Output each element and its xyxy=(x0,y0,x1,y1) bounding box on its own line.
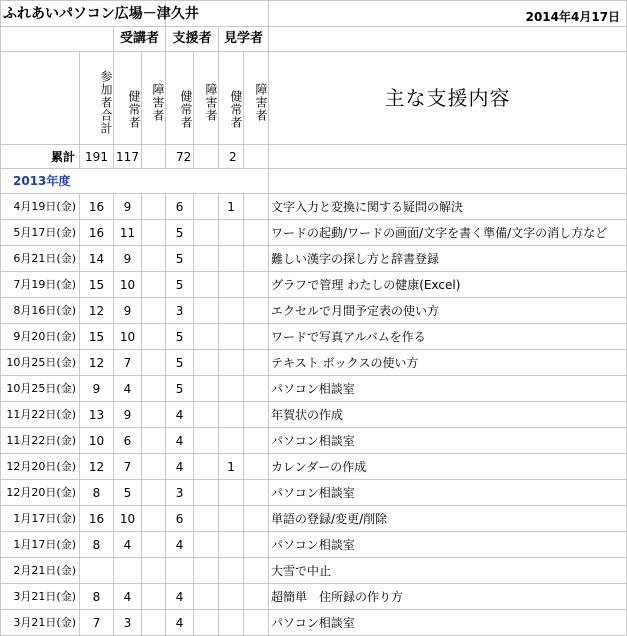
row-observers-healthy xyxy=(219,220,244,246)
group-students: 受講者 xyxy=(114,27,166,52)
row-supporters-disabled xyxy=(194,506,219,532)
fiscal-year-content-blank xyxy=(269,169,627,194)
table-row xyxy=(1,506,627,532)
row-students-healthy: 10 xyxy=(114,506,142,532)
row-observers-healthy xyxy=(219,558,244,584)
header-observers-healthy xyxy=(219,52,244,145)
totals-content-blank xyxy=(269,145,627,169)
fiscal-year-label: 2013年度 xyxy=(1,169,269,194)
row-supporters-disabled xyxy=(194,298,219,324)
row-content: 単語の登録/変更/削除 xyxy=(269,506,627,532)
row-supporters-healthy: 5 xyxy=(166,246,194,272)
row-date: 11月22日(金) xyxy=(1,402,80,428)
row-supporters-disabled xyxy=(194,220,219,246)
header-students-disabled-text: 障害者 xyxy=(151,82,166,122)
header-supporters-disabled xyxy=(194,52,219,145)
row-supporters-disabled xyxy=(194,532,219,558)
row-supporters-disabled xyxy=(194,584,219,610)
row-observers-healthy xyxy=(219,324,244,350)
row-observers-disabled xyxy=(244,324,269,350)
row-supporters-healthy: 5 xyxy=(166,220,194,246)
totals-row xyxy=(1,145,627,169)
table-row xyxy=(1,610,627,636)
row-observers-healthy: 1 xyxy=(219,454,244,480)
table-row xyxy=(1,454,627,480)
row-students-healthy: 9 xyxy=(114,194,142,220)
row-students-disabled xyxy=(142,584,166,610)
row-students-disabled xyxy=(142,376,166,402)
row-content: パソコン相談室 xyxy=(269,376,627,402)
group-header-row xyxy=(1,27,627,52)
totals-students-disabled xyxy=(142,145,166,169)
row-students-disabled xyxy=(142,610,166,636)
row-content: パソコン相談室 xyxy=(269,610,627,636)
header-main-content: 主な支援内容 xyxy=(269,52,627,145)
row-students-healthy: 4 xyxy=(114,584,142,610)
row-students-healthy: 10 xyxy=(114,272,142,298)
row-observers-disabled xyxy=(244,480,269,506)
row-students-healthy: 5 xyxy=(114,480,142,506)
row-content: 大雪で中止 xyxy=(269,558,627,584)
row-date: 6月21日(金) xyxy=(1,246,80,272)
header-students-healthy-text: 健常者 xyxy=(127,89,141,129)
row-supporters-healthy: 6 xyxy=(166,194,194,220)
table-row xyxy=(1,402,627,428)
row-date: 5月17日(金) xyxy=(1,220,80,246)
row-supporters-disabled xyxy=(194,194,219,220)
row-students-disabled xyxy=(142,428,166,454)
row-total: 13 xyxy=(80,402,114,428)
row-content: グラフで管理 わたしの健康(Excel) xyxy=(269,272,627,298)
row-students-disabled xyxy=(142,480,166,506)
row-supporters-disabled xyxy=(194,350,219,376)
row-total: 9 xyxy=(80,376,114,402)
row-supporters-healthy xyxy=(166,558,194,584)
header-observers-disabled-text: 障害者 xyxy=(254,82,269,122)
row-students-disabled xyxy=(142,220,166,246)
table-row xyxy=(1,272,627,298)
row-students-disabled xyxy=(142,324,166,350)
row-total: 8 xyxy=(80,584,114,610)
row-observers-disabled xyxy=(244,350,269,376)
row-total: 15 xyxy=(80,324,114,350)
row-supporters-disabled xyxy=(194,324,219,350)
table-row xyxy=(1,532,627,558)
row-students-healthy: 9 xyxy=(114,402,142,428)
row-content: カレンダーの作成 xyxy=(269,454,627,480)
row-supporters-healthy: 5 xyxy=(166,376,194,402)
row-observers-disabled xyxy=(244,376,269,402)
row-students-healthy xyxy=(114,558,142,584)
row-students-disabled xyxy=(142,194,166,220)
row-content: パソコン相談室 xyxy=(269,532,627,558)
group-header-blank xyxy=(1,27,114,52)
row-content: エクセルで月間予定表の使い方 xyxy=(269,298,627,324)
group-header-right-blank xyxy=(269,27,627,52)
row-observers-disabled xyxy=(244,558,269,584)
row-observers-disabled xyxy=(244,246,269,272)
row-students-healthy: 10 xyxy=(114,324,142,350)
table-row xyxy=(1,428,627,454)
table-row xyxy=(1,376,627,402)
row-students-disabled xyxy=(142,506,166,532)
table-row xyxy=(1,194,627,220)
row-observers-disabled xyxy=(244,506,269,532)
report-date: 2014年4月17日 xyxy=(269,1,627,27)
row-observers-healthy xyxy=(219,350,244,376)
row-students-healthy: 4 xyxy=(114,376,142,402)
row-supporters-healthy: 4 xyxy=(166,532,194,558)
row-date: 2月21日(金) xyxy=(1,558,80,584)
row-total: 12 xyxy=(80,298,114,324)
header-supporters-healthy-text: 健常者 xyxy=(179,89,194,129)
table-row xyxy=(1,246,627,272)
row-date: 12月20日(金) xyxy=(1,454,80,480)
row-students-disabled xyxy=(142,350,166,376)
row-total: 8 xyxy=(80,480,114,506)
row-students-healthy: 9 xyxy=(114,298,142,324)
row-observers-healthy xyxy=(219,532,244,558)
row-observers-healthy xyxy=(219,402,244,428)
totals-total: 191 xyxy=(80,145,114,169)
table-row xyxy=(1,480,627,506)
table-row xyxy=(1,298,627,324)
row-date: 10月25日(金) xyxy=(1,350,80,376)
row-date: 8月16日(金) xyxy=(1,298,80,324)
row-students-disabled xyxy=(142,298,166,324)
row-date: 1月17日(金) xyxy=(1,532,80,558)
row-total: 10 xyxy=(80,428,114,454)
table-row xyxy=(1,220,627,246)
row-students-disabled xyxy=(142,532,166,558)
row-content: 超簡単 住所録の作り方 xyxy=(269,584,627,610)
row-supporters-healthy: 5 xyxy=(166,324,194,350)
row-total: 12 xyxy=(80,454,114,480)
row-observers-healthy xyxy=(219,428,244,454)
row-students-disabled xyxy=(142,402,166,428)
row-supporters-healthy: 4 xyxy=(166,428,194,454)
row-students-healthy: 4 xyxy=(114,532,142,558)
row-total xyxy=(80,558,114,584)
row-supporters-healthy: 3 xyxy=(166,480,194,506)
group-supporters: 支援者 xyxy=(166,27,219,52)
column-header-blank xyxy=(1,52,80,145)
row-date: 1月17日(金) xyxy=(1,506,80,532)
totals-observers-disabled xyxy=(244,145,269,169)
row-observers-healthy xyxy=(219,584,244,610)
row-students-healthy: 9 xyxy=(114,246,142,272)
row-observers-disabled xyxy=(244,454,269,480)
row-date: 3月21日(金) xyxy=(1,610,80,636)
header-supporters-healthy xyxy=(166,52,194,145)
row-date: 3月21日(金) xyxy=(1,584,80,610)
row-supporters-disabled xyxy=(194,272,219,298)
row-students-healthy: 6 xyxy=(114,428,142,454)
row-observers-healthy xyxy=(219,246,244,272)
row-observers-disabled xyxy=(244,532,269,558)
table-row xyxy=(1,324,627,350)
header-total-participants-text: 参加者合計 xyxy=(99,69,113,135)
row-students-healthy: 7 xyxy=(114,350,142,376)
row-observers-disabled xyxy=(244,402,269,428)
row-supporters-healthy: 5 xyxy=(166,272,194,298)
table-row xyxy=(1,558,627,584)
row-content: 年賀状の作成 xyxy=(269,402,627,428)
header-total-participants xyxy=(80,52,114,145)
row-total: 15 xyxy=(80,272,114,298)
totals-label: 累計 xyxy=(1,145,80,169)
row-supporters-healthy: 4 xyxy=(166,610,194,636)
row-date: 11月22日(金) xyxy=(1,428,80,454)
row-supporters-disabled xyxy=(194,610,219,636)
row-students-disabled xyxy=(142,558,166,584)
row-observers-healthy xyxy=(219,272,244,298)
row-supporters-healthy: 4 xyxy=(166,584,194,610)
row-students-healthy: 7 xyxy=(114,454,142,480)
page-title: ふれあいパソコン広場－津久井 xyxy=(1,1,166,27)
row-supporters-disabled xyxy=(194,402,219,428)
group-observers: 見学者 xyxy=(219,27,269,52)
row-observers-healthy xyxy=(219,480,244,506)
row-supporters-disabled xyxy=(194,480,219,506)
row-total: 16 xyxy=(80,220,114,246)
table-row xyxy=(1,350,627,376)
row-content: テキスト ボックスの使い方 xyxy=(269,350,627,376)
row-total: 14 xyxy=(80,246,114,272)
row-students-healthy: 11 xyxy=(114,220,142,246)
row-total: 8 xyxy=(80,532,114,558)
totals-supporters-healthy: 72 xyxy=(166,145,194,169)
row-observers-healthy xyxy=(219,376,244,402)
row-students-healthy: 3 xyxy=(114,610,142,636)
row-supporters-healthy: 3 xyxy=(166,298,194,324)
header-students-healthy xyxy=(114,52,142,145)
row-students-disabled xyxy=(142,454,166,480)
totals-observers-healthy: 2 xyxy=(219,145,244,169)
row-date: 10月25日(金) xyxy=(1,376,80,402)
row-date: 7月19日(金) xyxy=(1,272,80,298)
row-observers-healthy xyxy=(219,298,244,324)
row-observers-disabled xyxy=(244,610,269,636)
row-content: ワードで写真アルバムを作る xyxy=(269,324,627,350)
row-observers-disabled xyxy=(244,584,269,610)
header-observers-healthy-text: 健常者 xyxy=(229,89,244,129)
title-row xyxy=(1,1,627,27)
row-content: 難しい漢字の探し方と辞書登録 xyxy=(269,246,627,272)
row-supporters-disabled xyxy=(194,428,219,454)
row-observers-healthy xyxy=(219,506,244,532)
row-content: パソコン相談室 xyxy=(269,480,627,506)
row-total: 16 xyxy=(80,506,114,532)
totals-supporters-disabled xyxy=(194,145,219,169)
row-students-disabled xyxy=(142,272,166,298)
row-supporters-healthy: 4 xyxy=(166,402,194,428)
row-date: 9月20日(金) xyxy=(1,324,80,350)
row-content: パソコン相談室 xyxy=(269,428,627,454)
row-supporters-healthy: 4 xyxy=(166,454,194,480)
column-header-row xyxy=(1,52,627,145)
row-supporters-healthy: 5 xyxy=(166,350,194,376)
row-supporters-healthy: 6 xyxy=(166,506,194,532)
header-observers-disabled xyxy=(244,52,269,145)
row-supporters-disabled xyxy=(194,558,219,584)
row-content: ワードの起動/ワードの画面/文字を書く準備/文字の消し方など xyxy=(269,220,627,246)
fiscal-year-row xyxy=(1,169,627,194)
row-supporters-disabled xyxy=(194,454,219,480)
header-supporters-disabled-text: 障害者 xyxy=(204,82,219,122)
table-row xyxy=(1,584,627,610)
row-date: 4月19日(金) xyxy=(1,194,80,220)
row-content: 文字入力と変換に関する疑問の解決 xyxy=(269,194,627,220)
totals-students-healthy: 117 xyxy=(114,145,142,169)
row-observers-disabled xyxy=(244,194,269,220)
row-date: 12月20日(金) xyxy=(1,480,80,506)
row-supporters-disabled xyxy=(194,376,219,402)
row-supporters-disabled xyxy=(194,246,219,272)
row-observers-healthy: 1 xyxy=(219,194,244,220)
row-total: 16 xyxy=(80,194,114,220)
row-total: 12 xyxy=(80,350,114,376)
row-observers-disabled xyxy=(244,272,269,298)
header-students-disabled xyxy=(142,52,166,145)
row-observers-healthy xyxy=(219,610,244,636)
row-observers-disabled xyxy=(244,428,269,454)
row-observers-disabled xyxy=(244,220,269,246)
row-students-disabled xyxy=(142,246,166,272)
row-observers-disabled xyxy=(244,298,269,324)
row-total: 7 xyxy=(80,610,114,636)
